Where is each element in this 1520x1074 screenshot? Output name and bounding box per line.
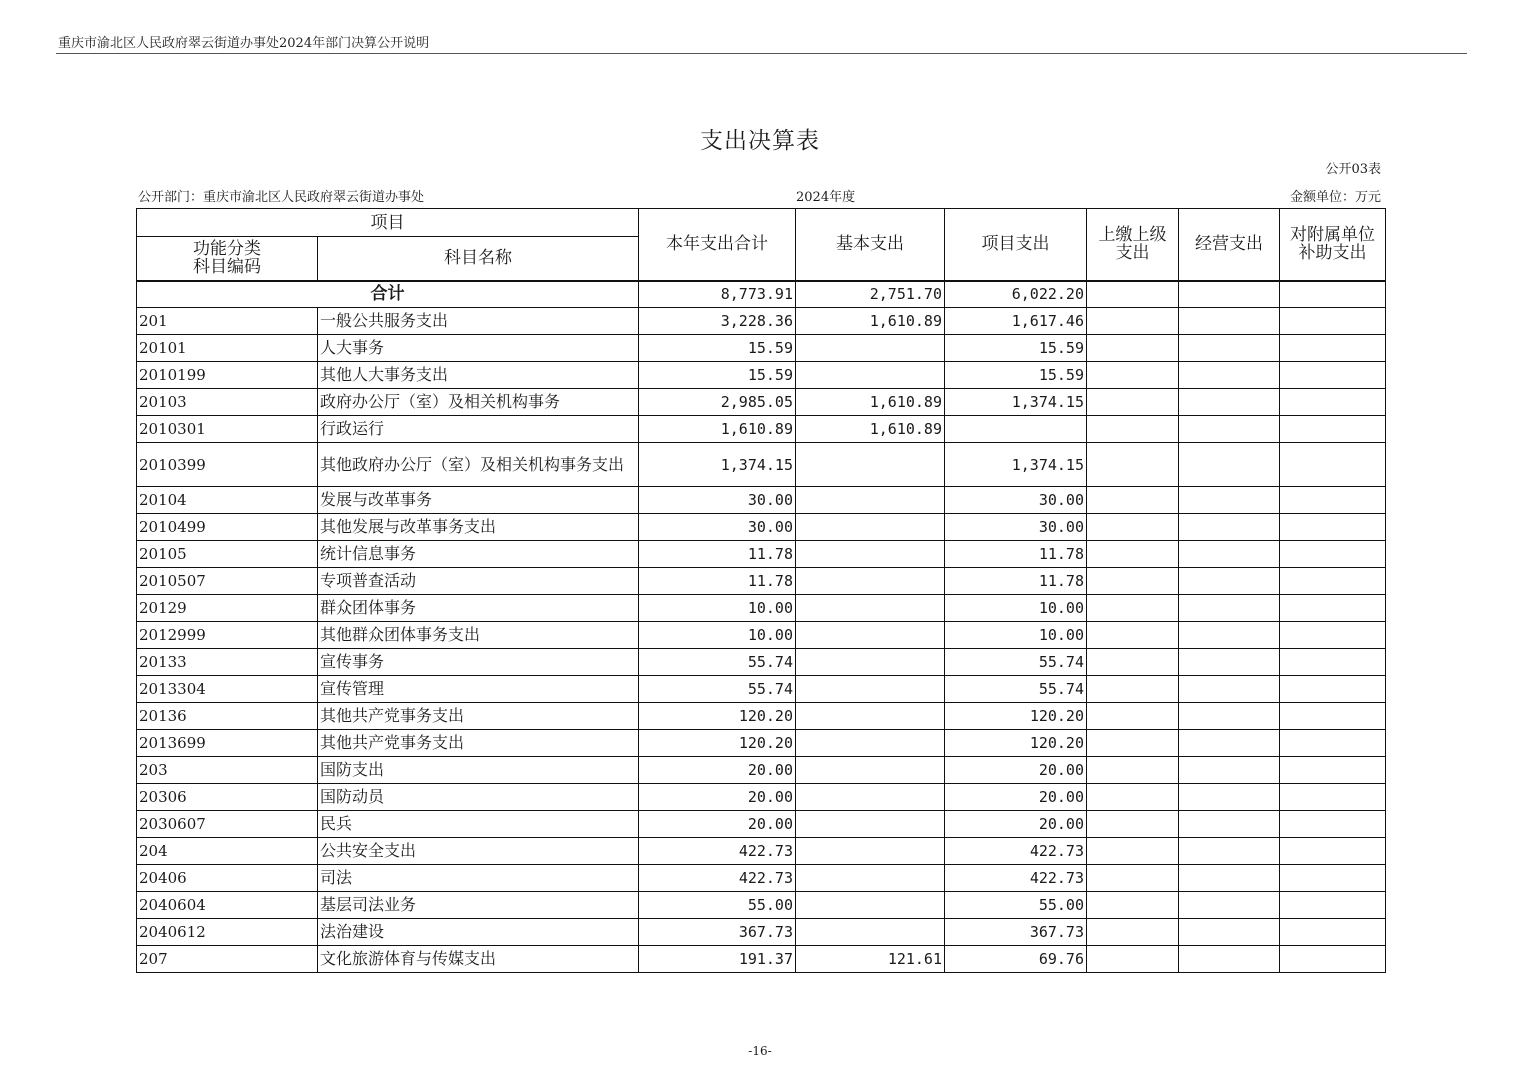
expenditure-table [136,208,1386,973]
row-business [1179,811,1280,838]
row-subsidiary [1280,541,1386,568]
row-business [1179,865,1280,892]
table-row [137,389,1386,416]
row-upper [1087,514,1179,541]
row-basic [796,838,945,865]
row-total: 2,985.05 [639,389,796,416]
row-project: 55.74 [945,676,1087,703]
table-row [137,362,1386,389]
row-basic [796,703,945,730]
row-subsidiary [1280,416,1386,443]
row-total: 11.78 [639,541,796,568]
row-total: 55.74 [639,676,796,703]
row-basic [796,757,945,784]
row-project: 30.00 [945,487,1087,514]
row-subsidiary [1280,730,1386,757]
row-project: 1,617.46 [945,308,1087,335]
row-total: 11.78 [639,568,796,595]
row-business [1179,730,1280,757]
fiscal-year: 2024年度 [796,190,856,205]
row-upper [1087,784,1179,811]
row-upper [1087,389,1179,416]
row-code: 204 [137,838,318,865]
row-name: 政府办公厅（室）及相关机构事务 [318,389,639,416]
row-basic [796,784,945,811]
row-total: 1,610.89 [639,416,796,443]
row-upper [1087,487,1179,514]
row-name: 其他共产党事务支出 [318,703,639,730]
table-row [137,838,1386,865]
row-total: 10.00 [639,595,796,622]
row-project: 55.74 [945,649,1087,676]
row-name: 统计信息事务 [318,541,639,568]
row-total: 55.00 [639,892,796,919]
row-upper [1087,865,1179,892]
row-business [1179,946,1280,973]
row-upper [1087,416,1179,443]
row-basic: 1,610.89 [796,308,945,335]
row-upper [1087,335,1179,362]
row-name: 司法 [318,865,639,892]
row-subsidiary [1280,649,1386,676]
row-subsidiary [1280,892,1386,919]
row-upper [1087,946,1179,973]
row-code: 2010507 [137,568,318,595]
row-code: 2010399 [137,443,318,487]
row-upper [1087,622,1179,649]
row-business [1179,416,1280,443]
row-basic [796,514,945,541]
row-project: 55.00 [945,892,1087,919]
table-row [137,541,1386,568]
row-name: 其他共产党事务支出 [318,730,639,757]
table-row [137,487,1386,514]
total-row [137,281,1386,308]
row-subsidiary [1280,389,1386,416]
row-business [1179,308,1280,335]
row-project: 1,374.15 [945,389,1087,416]
row-basic: 1,610.89 [796,416,945,443]
row-subsidiary [1280,568,1386,595]
row-project: 120.20 [945,730,1087,757]
row-project: 10.00 [945,622,1087,649]
row-upper [1087,595,1179,622]
table-row [137,622,1386,649]
row-code: 2030607 [137,811,318,838]
row-subsidiary [1280,335,1386,362]
row-basic [796,362,945,389]
row-name: 国防支出 [318,757,639,784]
row-subsidiary [1280,946,1386,973]
row-total: 120.20 [639,730,796,757]
row-code: 2010499 [137,514,318,541]
row-name: 其他人大事务支出 [318,362,639,389]
department-label: 公开部门：重庆市渝北区人民政府翠云街道办事处 [138,190,425,205]
row-total: 15.59 [639,362,796,389]
row-name: 发展与改革事务 [318,487,639,514]
header-basic: 基本支出 [796,209,945,281]
total-subsidiary [1280,281,1386,308]
row-business [1179,389,1280,416]
row-code: 20103 [137,389,318,416]
row-upper [1087,362,1179,389]
row-name: 宣传事务 [318,649,639,676]
row-business [1179,487,1280,514]
row-basic [796,811,945,838]
row-upper [1087,443,1179,487]
row-upper [1087,541,1179,568]
row-business [1179,595,1280,622]
row-name: 文化旅游体育与传媒支出 [318,946,639,973]
row-business [1179,784,1280,811]
row-basic [796,730,945,757]
row-project: 20.00 [945,784,1087,811]
row-project: 10.00 [945,595,1087,622]
row-upper [1087,730,1179,757]
table-row [137,703,1386,730]
row-name: 其他政府办公厅（室）及相关机构事务支出 [318,443,639,487]
page-number: -16- [748,1044,772,1058]
row-name: 一般公共服务支出 [318,308,639,335]
row-subsidiary [1280,595,1386,622]
table-row [137,892,1386,919]
header-name: 科目名称 [318,237,639,281]
row-name: 群众团体事务 [318,595,639,622]
row-name: 基层司法业务 [318,892,639,919]
row-business [1179,541,1280,568]
running-header: 重庆市渝北区人民政府翠云街道办事处2024年部门决算公开说明 [58,36,430,51]
table-row [137,308,1386,335]
header-code: 功能分类 科目编码 [137,237,318,281]
row-code: 20406 [137,865,318,892]
row-basic [796,919,945,946]
row-business [1179,838,1280,865]
row-code: 20105 [137,541,318,568]
row-project: 367.73 [945,919,1087,946]
row-upper [1087,757,1179,784]
row-upper [1087,676,1179,703]
header-upper: 上缴上级 支出 [1087,209,1179,281]
page-title: 支出决算表 [700,128,820,154]
header-business: 经营支出 [1179,209,1280,281]
row-project: 422.73 [945,865,1087,892]
table-row [137,568,1386,595]
row-project: 20.00 [945,757,1087,784]
row-name: 宣传管理 [318,676,639,703]
row-project: 69.76 [945,946,1087,973]
row-basic [796,568,945,595]
row-name: 人大事务 [318,335,639,362]
row-code: 20104 [137,487,318,514]
row-total: 30.00 [639,514,796,541]
row-total: 120.20 [639,703,796,730]
row-project: 15.59 [945,335,1087,362]
total-project: 6,022.20 [945,281,1087,308]
header-rule [56,53,1467,54]
row-basic [796,622,945,649]
row-code: 2013304 [137,676,318,703]
row-basic: 1,610.89 [796,389,945,416]
row-total: 367.73 [639,919,796,946]
row-business [1179,443,1280,487]
table-code: 公开03表 [1325,162,1381,177]
row-basic: 121.61 [796,946,945,973]
row-project: 11.78 [945,568,1087,595]
row-total: 1,374.15 [639,443,796,487]
row-upper [1087,649,1179,676]
row-project: 15.59 [945,362,1087,389]
row-subsidiary [1280,919,1386,946]
row-subsidiary [1280,811,1386,838]
row-upper [1087,838,1179,865]
row-name: 民兵 [318,811,639,838]
row-subsidiary [1280,514,1386,541]
row-subsidiary [1280,622,1386,649]
row-upper [1087,703,1179,730]
header-project: 项目支出 [945,209,1087,281]
total-upper [1087,281,1179,308]
row-upper [1087,308,1179,335]
row-business [1179,514,1280,541]
row-total: 20.00 [639,811,796,838]
row-subsidiary [1280,784,1386,811]
row-name: 其他群众团体事务支出 [318,622,639,649]
row-project: 422.73 [945,838,1087,865]
row-business [1179,757,1280,784]
row-business [1179,568,1280,595]
amount-unit: 金额单位：万元 [1289,190,1381,205]
row-basic [796,541,945,568]
table-row [137,514,1386,541]
row-name: 专项普查活动 [318,568,639,595]
row-basic [796,487,945,514]
table-row [137,811,1386,838]
header-total: 本年支出合计 [639,209,796,281]
row-name: 法治建设 [318,919,639,946]
table-row [137,676,1386,703]
row-code: 2010301 [137,416,318,443]
row-code: 201 [137,308,318,335]
header-subsidiary: 对附属单位 补助支出 [1280,209,1386,281]
row-code: 2010199 [137,362,318,389]
row-code: 20306 [137,784,318,811]
total-label: 合计 [137,281,639,308]
row-project: 20.00 [945,811,1087,838]
row-business [1179,362,1280,389]
row-total: 422.73 [639,865,796,892]
row-project: 30.00 [945,514,1087,541]
total-basic: 2,751.70 [796,281,945,308]
total-amount: 8,773.91 [639,281,796,308]
header-item: 项目 [137,209,639,237]
row-business [1179,919,1280,946]
table-row [137,730,1386,757]
row-subsidiary [1280,443,1386,487]
row-code: 2012999 [137,622,318,649]
row-project: 1,374.15 [945,443,1087,487]
row-basic [796,443,945,487]
row-name: 国防动员 [318,784,639,811]
row-business [1179,335,1280,362]
row-upper [1087,811,1179,838]
row-total: 55.74 [639,649,796,676]
total-business [1179,281,1280,308]
table-row [137,335,1386,362]
table-row [137,946,1386,973]
row-code: 20133 [137,649,318,676]
row-project: 120.20 [945,703,1087,730]
row-subsidiary [1280,487,1386,514]
table-row [137,443,1386,487]
row-code: 203 [137,757,318,784]
row-total: 15.59 [639,335,796,362]
table-row [137,757,1386,784]
row-basic [796,649,945,676]
row-total: 10.00 [639,622,796,649]
row-total: 191.37 [639,946,796,973]
table-row [137,784,1386,811]
row-code: 2040604 [137,892,318,919]
row-basic [796,335,945,362]
row-project [945,416,1087,443]
row-code: 2040612 [137,919,318,946]
row-business [1179,676,1280,703]
row-code: 2013699 [137,730,318,757]
row-name: 其他发展与改革事务支出 [318,514,639,541]
row-total: 20.00 [639,757,796,784]
row-subsidiary [1280,757,1386,784]
row-subsidiary [1280,308,1386,335]
row-project: 11.78 [945,541,1087,568]
row-basic [796,676,945,703]
row-business [1179,649,1280,676]
row-subsidiary [1280,676,1386,703]
row-business [1179,703,1280,730]
row-subsidiary [1280,703,1386,730]
row-upper [1087,919,1179,946]
row-code: 207 [137,946,318,973]
row-name: 公共安全支出 [318,838,639,865]
row-basic [796,595,945,622]
row-business [1179,892,1280,919]
row-total: 30.00 [639,487,796,514]
table-row [137,416,1386,443]
row-basic [796,892,945,919]
row-upper [1087,892,1179,919]
table-row [137,595,1386,622]
row-code: 20101 [137,335,318,362]
row-subsidiary [1280,362,1386,389]
row-total: 3,228.36 [639,308,796,335]
table-row [137,649,1386,676]
row-total: 422.73 [639,838,796,865]
row-code: 20136 [137,703,318,730]
row-subsidiary [1280,865,1386,892]
row-code: 20129 [137,595,318,622]
row-name: 行政运行 [318,416,639,443]
table-row [137,919,1386,946]
row-basic [796,865,945,892]
row-business [1179,622,1280,649]
row-total: 20.00 [639,784,796,811]
table-row [137,865,1386,892]
row-subsidiary [1280,838,1386,865]
row-upper [1087,568,1179,595]
